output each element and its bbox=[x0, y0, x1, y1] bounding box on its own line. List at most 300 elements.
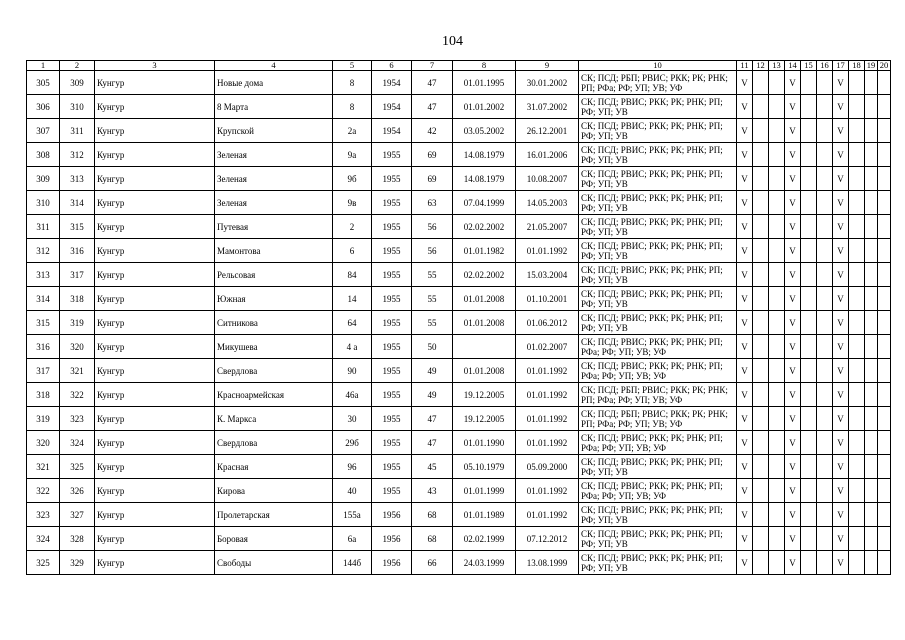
flag-col-19-cell bbox=[865, 143, 878, 167]
flag-col-15-cell bbox=[801, 143, 817, 167]
wear-percent-cell: 47 bbox=[412, 431, 453, 455]
services-cell: СК; ПСД; РБП; РВИС; РКК; РК; РНК; РП; РФа; РФ; УП; УВ; УФ bbox=[579, 407, 737, 431]
flag-col-12-cell bbox=[753, 527, 769, 551]
city-cell: Кунгур bbox=[95, 287, 215, 311]
record-id-cell: 329 bbox=[60, 551, 95, 575]
table-row bbox=[27, 407, 891, 431]
column-header-20: 20 bbox=[878, 61, 891, 71]
flag-col-17-cell: V bbox=[833, 335, 849, 359]
date-2-cell: 01.01.1992 bbox=[516, 239, 579, 263]
column-header-5: 5 bbox=[333, 61, 372, 71]
flag-col-14-cell: V bbox=[785, 551, 801, 575]
flag-col-16-cell bbox=[817, 407, 833, 431]
flag-col-15-cell bbox=[801, 407, 817, 431]
services-cell: СК; ПСД; РВИС; РКК; РК; РНК; РП; РФ; УП; УВ bbox=[579, 215, 737, 239]
date-2-cell: 30.01.2002 bbox=[516, 71, 579, 95]
record-id-cell: 323 bbox=[60, 407, 95, 431]
flag-col-14-cell: V bbox=[785, 239, 801, 263]
street-cell: Мамонтова bbox=[215, 239, 333, 263]
flag-col-20-cell bbox=[878, 503, 891, 527]
flag-col-18-cell bbox=[849, 191, 865, 215]
build-year-cell: 1955 bbox=[372, 359, 412, 383]
date-1-cell: 14.08.1979 bbox=[453, 167, 516, 191]
record-id-cell: 309 bbox=[60, 71, 95, 95]
flag-col-11-cell: V bbox=[737, 431, 753, 455]
date-2-cell: 01.01.1992 bbox=[516, 407, 579, 431]
flag-col-13-cell bbox=[769, 119, 785, 143]
flag-col-16-cell bbox=[817, 143, 833, 167]
flag-col-18-cell bbox=[849, 95, 865, 119]
city-cell: Кунгур bbox=[95, 383, 215, 407]
flag-col-20-cell bbox=[878, 71, 891, 95]
build-year-cell: 1955 bbox=[372, 167, 412, 191]
services-cell: СК; ПСД; РВИС; РКК; РК; РНК; РП; РФ; УП; УВ bbox=[579, 287, 737, 311]
flag-col-19-cell bbox=[865, 95, 878, 119]
street-cell: Красноармейская bbox=[215, 383, 333, 407]
street-cell: Крупской bbox=[215, 119, 333, 143]
flag-col-16-cell bbox=[817, 311, 833, 335]
flag-col-19-cell bbox=[865, 359, 878, 383]
flag-col-17-cell: V bbox=[833, 455, 849, 479]
column-header-6: 6 bbox=[372, 61, 412, 71]
build-year-cell: 1955 bbox=[372, 335, 412, 359]
services-cell: СК; ПСД; РВИС; РКК; РК; РНК; РП; РФ; УП; УВ bbox=[579, 167, 737, 191]
column-header-8: 8 bbox=[453, 61, 516, 71]
house-number-cell: 64 bbox=[333, 311, 372, 335]
build-year-cell: 1955 bbox=[372, 191, 412, 215]
build-year-cell: 1956 bbox=[372, 551, 412, 575]
flag-col-18-cell bbox=[849, 287, 865, 311]
record-id-cell: 318 bbox=[60, 287, 95, 311]
row-number-cell: 305 bbox=[27, 71, 60, 95]
build-year-cell: 1955 bbox=[372, 311, 412, 335]
date-2-cell: 16.01.2006 bbox=[516, 143, 579, 167]
flag-col-11-cell: V bbox=[737, 215, 753, 239]
flag-col-14-cell: V bbox=[785, 167, 801, 191]
services-cell: СК; ПСД; РБП; РВИС; РКК; РК; РНК; РП; РФа; РФ; УП; УВ; УФ bbox=[579, 383, 737, 407]
date-1-cell: 03.05.2002 bbox=[453, 119, 516, 143]
record-id-cell: 319 bbox=[60, 311, 95, 335]
table-row bbox=[27, 527, 891, 551]
flag-col-11-cell: V bbox=[737, 287, 753, 311]
wear-percent-cell: 69 bbox=[412, 167, 453, 191]
column-header-15: 15 bbox=[801, 61, 817, 71]
flag-col-16-cell bbox=[817, 167, 833, 191]
services-cell: СК; ПСД; РВИС; РКК; РК; РНК; РП; РФа; РФ; УП; УВ; УФ bbox=[579, 431, 737, 455]
house-number-cell: 9а bbox=[333, 143, 372, 167]
flag-col-19-cell bbox=[865, 119, 878, 143]
row-number-cell: 313 bbox=[27, 263, 60, 287]
table-row bbox=[27, 503, 891, 527]
date-1-cell: 01.01.1999 bbox=[453, 479, 516, 503]
city-cell: Кунгур bbox=[95, 551, 215, 575]
date-1-cell: 02.02.2002 bbox=[453, 263, 516, 287]
column-header-19: 19 bbox=[865, 61, 878, 71]
flag-col-15-cell bbox=[801, 503, 817, 527]
flag-col-18-cell bbox=[849, 551, 865, 575]
date-2-cell: 26.12.2001 bbox=[516, 119, 579, 143]
row-number-cell: 323 bbox=[27, 503, 60, 527]
date-2-cell: 10.08.2007 bbox=[516, 167, 579, 191]
table-row bbox=[27, 383, 891, 407]
flag-col-20-cell bbox=[878, 95, 891, 119]
flag-col-13-cell bbox=[769, 431, 785, 455]
date-1-cell: 02.02.2002 bbox=[453, 215, 516, 239]
city-cell: Кунгур bbox=[95, 455, 215, 479]
flag-col-14-cell: V bbox=[785, 215, 801, 239]
row-number-cell: 317 bbox=[27, 359, 60, 383]
flag-col-19-cell bbox=[865, 215, 878, 239]
build-year-cell: 1954 bbox=[372, 71, 412, 95]
date-1-cell: 01.01.1990 bbox=[453, 431, 516, 455]
flag-col-19-cell bbox=[865, 239, 878, 263]
build-year-cell: 1955 bbox=[372, 479, 412, 503]
table-row bbox=[27, 431, 891, 455]
record-id-cell: 315 bbox=[60, 215, 95, 239]
record-id-cell: 324 bbox=[60, 431, 95, 455]
build-year-cell: 1955 bbox=[372, 455, 412, 479]
house-number-cell: 14 bbox=[333, 287, 372, 311]
flag-col-11-cell: V bbox=[737, 503, 753, 527]
flag-col-12-cell bbox=[753, 455, 769, 479]
flag-col-17-cell: V bbox=[833, 383, 849, 407]
date-2-cell: 13.08.1999 bbox=[516, 551, 579, 575]
row-number-cell: 312 bbox=[27, 239, 60, 263]
column-header-2: 2 bbox=[60, 61, 95, 71]
flag-col-12-cell bbox=[753, 239, 769, 263]
house-number-cell: 96 bbox=[333, 455, 372, 479]
flag-col-17-cell: V bbox=[833, 431, 849, 455]
date-1-cell: 01.01.1995 bbox=[453, 71, 516, 95]
flag-col-11-cell: V bbox=[737, 71, 753, 95]
build-year-cell: 1955 bbox=[372, 383, 412, 407]
flag-col-15-cell bbox=[801, 383, 817, 407]
services-cell: СК; ПСД; РВИС; РКК; РК; РНК; РП; РФ; УП; УВ bbox=[579, 503, 737, 527]
row-number-cell: 322 bbox=[27, 479, 60, 503]
flag-col-15-cell bbox=[801, 551, 817, 575]
flag-col-16-cell bbox=[817, 479, 833, 503]
column-header-18: 18 bbox=[849, 61, 865, 71]
flag-col-19-cell bbox=[865, 479, 878, 503]
row-number-cell: 316 bbox=[27, 335, 60, 359]
date-1-cell: 01.01.2008 bbox=[453, 287, 516, 311]
record-id-cell: 326 bbox=[60, 479, 95, 503]
date-2-cell: 01.10.2001 bbox=[516, 287, 579, 311]
date-1-cell: 01.01.2008 bbox=[453, 359, 516, 383]
house-number-cell: 155а bbox=[333, 503, 372, 527]
flag-col-12-cell bbox=[753, 287, 769, 311]
flag-col-14-cell: V bbox=[785, 407, 801, 431]
flag-col-18-cell bbox=[849, 119, 865, 143]
column-header-10: 10 bbox=[579, 61, 737, 71]
wear-percent-cell: 56 bbox=[412, 239, 453, 263]
street-cell: Ситникова bbox=[215, 311, 333, 335]
services-cell: СК; ПСД; РВИС; РКК; РК; РНК; РП; РФ; УП; УВ bbox=[579, 119, 737, 143]
flag-col-20-cell bbox=[878, 263, 891, 287]
street-cell: Свободы bbox=[215, 551, 333, 575]
flag-col-14-cell: V bbox=[785, 119, 801, 143]
house-number-cell: 6 bbox=[333, 239, 372, 263]
flag-col-15-cell bbox=[801, 311, 817, 335]
date-1-cell: 14.08.1979 bbox=[453, 143, 516, 167]
flag-col-14-cell: V bbox=[785, 311, 801, 335]
flag-col-15-cell bbox=[801, 191, 817, 215]
row-number-cell: 308 bbox=[27, 143, 60, 167]
column-header-9: 9 bbox=[516, 61, 579, 71]
date-1-cell: 24.03.1999 bbox=[453, 551, 516, 575]
date-1-cell: 19.12.2005 bbox=[453, 383, 516, 407]
flag-col-17-cell: V bbox=[833, 191, 849, 215]
record-id-cell: 317 bbox=[60, 263, 95, 287]
street-cell: Зеленая bbox=[215, 167, 333, 191]
house-number-cell: 29б bbox=[333, 431, 372, 455]
flag-col-16-cell bbox=[817, 215, 833, 239]
flag-col-14-cell: V bbox=[785, 191, 801, 215]
date-2-cell: 15.03.2004 bbox=[516, 263, 579, 287]
flag-col-19-cell bbox=[865, 311, 878, 335]
table-row bbox=[27, 335, 891, 359]
street-cell: Кирова bbox=[215, 479, 333, 503]
flag-col-13-cell bbox=[769, 143, 785, 167]
flag-col-18-cell bbox=[849, 311, 865, 335]
flag-col-12-cell bbox=[753, 359, 769, 383]
table-row bbox=[27, 119, 891, 143]
wear-percent-cell: 45 bbox=[412, 455, 453, 479]
flag-col-13-cell bbox=[769, 527, 785, 551]
column-header-12: 12 bbox=[753, 61, 769, 71]
flag-col-11-cell: V bbox=[737, 551, 753, 575]
record-id-cell: 314 bbox=[60, 191, 95, 215]
services-cell: СК; ПСД; РВИС; РКК; РК; РНК; РП; РФ; УП; УВ bbox=[579, 239, 737, 263]
wear-percent-cell: 55 bbox=[412, 311, 453, 335]
wear-percent-cell: 50 bbox=[412, 335, 453, 359]
build-year-cell: 1955 bbox=[372, 407, 412, 431]
services-cell: СК; ПСД; РВИС; РКК; РК; РНК; РП; РФа; РФ; УП; УВ; УФ bbox=[579, 335, 737, 359]
date-2-cell: 01.01.1992 bbox=[516, 383, 579, 407]
flag-col-13-cell bbox=[769, 71, 785, 95]
street-cell: К. Маркса bbox=[215, 407, 333, 431]
flag-col-16-cell bbox=[817, 359, 833, 383]
wear-percent-cell: 63 bbox=[412, 191, 453, 215]
flag-col-19-cell bbox=[865, 167, 878, 191]
build-year-cell: 1954 bbox=[372, 95, 412, 119]
flag-col-16-cell bbox=[817, 455, 833, 479]
city-cell: Кунгур bbox=[95, 335, 215, 359]
city-cell: Кунгур bbox=[95, 143, 215, 167]
street-cell: Микушева bbox=[215, 335, 333, 359]
flag-col-12-cell bbox=[753, 95, 769, 119]
table-row bbox=[27, 71, 891, 95]
date-1-cell: 01.01.1982 bbox=[453, 239, 516, 263]
services-cell: СК; ПСД; РВИС; РКК; РК; РНК; РП; РФ; УП; УВ bbox=[579, 191, 737, 215]
services-cell: СК; ПСД; РВИС; РКК; РК; РНК; РП; РФ; УП; УВ bbox=[579, 551, 737, 575]
flag-col-11-cell: V bbox=[737, 95, 753, 119]
services-cell: СК; ПСД; РВИС; РКК; РК; РНК; РП; РФ; УП; УВ bbox=[579, 455, 737, 479]
build-year-cell: 1955 bbox=[372, 239, 412, 263]
flag-col-14-cell: V bbox=[785, 383, 801, 407]
flag-col-12-cell bbox=[753, 215, 769, 239]
flag-col-15-cell bbox=[801, 167, 817, 191]
house-number-cell: 6а bbox=[333, 527, 372, 551]
flag-col-18-cell bbox=[849, 407, 865, 431]
column-header-1: 1 bbox=[27, 61, 60, 71]
table-row bbox=[27, 167, 891, 191]
flag-col-16-cell bbox=[817, 335, 833, 359]
flag-col-20-cell bbox=[878, 407, 891, 431]
table-row bbox=[27, 239, 891, 263]
date-1-cell: 19.12.2005 bbox=[453, 407, 516, 431]
flag-col-13-cell bbox=[769, 167, 785, 191]
flag-col-11-cell: V bbox=[737, 263, 753, 287]
flag-col-15-cell bbox=[801, 119, 817, 143]
build-year-cell: 1955 bbox=[372, 215, 412, 239]
table-row bbox=[27, 215, 891, 239]
row-number-cell: 320 bbox=[27, 431, 60, 455]
row-number-cell: 314 bbox=[27, 287, 60, 311]
services-cell: СК; ПСД; РВИС; РКК; РК; РНК; РП; РФ; УП; УВ bbox=[579, 263, 737, 287]
row-number-cell: 321 bbox=[27, 455, 60, 479]
table-row bbox=[27, 95, 891, 119]
flag-col-14-cell: V bbox=[785, 359, 801, 383]
flag-col-15-cell bbox=[801, 359, 817, 383]
flag-col-13-cell bbox=[769, 359, 785, 383]
flag-col-20-cell bbox=[878, 239, 891, 263]
flag-col-17-cell: V bbox=[833, 359, 849, 383]
flag-col-13-cell bbox=[769, 311, 785, 335]
flag-col-14-cell: V bbox=[785, 455, 801, 479]
flag-col-14-cell: V bbox=[785, 287, 801, 311]
city-cell: Кунгур bbox=[95, 431, 215, 455]
flag-col-19-cell bbox=[865, 431, 878, 455]
flag-col-15-cell bbox=[801, 95, 817, 119]
flag-col-11-cell: V bbox=[737, 455, 753, 479]
date-1-cell: 01.01.2002 bbox=[453, 95, 516, 119]
date-2-cell: 14.05.2003 bbox=[516, 191, 579, 215]
flag-col-14-cell: V bbox=[785, 527, 801, 551]
flag-col-14-cell: V bbox=[785, 335, 801, 359]
services-cell: СК; ПСД; РВИС; РКК; РК; РНК; РП; РФ; УП; УВ bbox=[579, 527, 737, 551]
flag-col-18-cell bbox=[849, 503, 865, 527]
wear-percent-cell: 69 bbox=[412, 143, 453, 167]
street-cell: Южная bbox=[215, 287, 333, 311]
flag-col-12-cell bbox=[753, 119, 769, 143]
flag-col-13-cell bbox=[769, 383, 785, 407]
city-cell: Кунгур bbox=[95, 95, 215, 119]
city-cell: Кунгур bbox=[95, 167, 215, 191]
column-header-4: 4 bbox=[215, 61, 333, 71]
flag-col-18-cell bbox=[849, 71, 865, 95]
record-id-cell: 321 bbox=[60, 359, 95, 383]
flag-col-13-cell bbox=[769, 551, 785, 575]
house-number-cell: 46а bbox=[333, 383, 372, 407]
street-cell: Зеленая bbox=[215, 143, 333, 167]
wear-percent-cell: 43 bbox=[412, 479, 453, 503]
flag-col-17-cell: V bbox=[833, 239, 849, 263]
date-1-cell: 01.01.2008 bbox=[453, 311, 516, 335]
flag-col-11-cell: V bbox=[737, 143, 753, 167]
row-number-cell: 318 bbox=[27, 383, 60, 407]
flag-col-20-cell bbox=[878, 143, 891, 167]
city-cell: Кунгур bbox=[95, 263, 215, 287]
flag-col-12-cell bbox=[753, 431, 769, 455]
flag-col-18-cell bbox=[849, 215, 865, 239]
flag-col-14-cell: V bbox=[785, 143, 801, 167]
row-number-cell: 306 bbox=[27, 95, 60, 119]
date-2-cell: 01.06.2012 bbox=[516, 311, 579, 335]
column-header-13: 13 bbox=[769, 61, 785, 71]
flag-col-19-cell bbox=[865, 551, 878, 575]
build-year-cell: 1954 bbox=[372, 119, 412, 143]
flag-col-20-cell bbox=[878, 215, 891, 239]
city-cell: Кунгур bbox=[95, 119, 215, 143]
build-year-cell: 1955 bbox=[372, 143, 412, 167]
house-number-cell: 8 bbox=[333, 71, 372, 95]
build-year-cell: 1955 bbox=[372, 431, 412, 455]
flag-col-12-cell bbox=[753, 383, 769, 407]
flag-col-17-cell: V bbox=[833, 95, 849, 119]
record-id-cell: 325 bbox=[60, 455, 95, 479]
flag-col-14-cell: V bbox=[785, 95, 801, 119]
flag-col-18-cell bbox=[849, 239, 865, 263]
date-2-cell: 01.01.1992 bbox=[516, 359, 579, 383]
flag-col-20-cell bbox=[878, 383, 891, 407]
flag-col-12-cell bbox=[753, 143, 769, 167]
date-1-cell: 07.04.1999 bbox=[453, 191, 516, 215]
flag-col-13-cell bbox=[769, 335, 785, 359]
flag-col-12-cell bbox=[753, 335, 769, 359]
housing-register-table bbox=[26, 60, 891, 575]
services-cell: СК; ПСД; РВИС; РКК; РК; РНК; РП; РФа; РФ; УП; УВ; УФ bbox=[579, 479, 737, 503]
record-id-cell: 311 bbox=[60, 119, 95, 143]
build-year-cell: 1956 bbox=[372, 527, 412, 551]
flag-col-14-cell: V bbox=[785, 263, 801, 287]
flag-col-19-cell bbox=[865, 503, 878, 527]
flag-col-19-cell bbox=[865, 383, 878, 407]
build-year-cell: 1955 bbox=[372, 287, 412, 311]
flag-col-16-cell bbox=[817, 431, 833, 455]
house-number-cell: 2а bbox=[333, 119, 372, 143]
flag-col-12-cell bbox=[753, 479, 769, 503]
flag-col-16-cell bbox=[817, 95, 833, 119]
flag-col-14-cell: V bbox=[785, 71, 801, 95]
date-1-cell: 02.02.1999 bbox=[453, 527, 516, 551]
column-header-11: 11 bbox=[737, 61, 753, 71]
flag-col-17-cell: V bbox=[833, 287, 849, 311]
flag-col-18-cell bbox=[849, 143, 865, 167]
flag-col-15-cell bbox=[801, 71, 817, 95]
build-year-cell: 1955 bbox=[372, 263, 412, 287]
column-header-16: 16 bbox=[817, 61, 833, 71]
row-number-cell: 310 bbox=[27, 191, 60, 215]
flag-col-18-cell bbox=[849, 359, 865, 383]
flag-col-12-cell bbox=[753, 551, 769, 575]
city-cell: Кунгур bbox=[95, 359, 215, 383]
services-cell: СК; ПСД; РВИС; РКК; РК; РНК; РП; РФ; УП; УВ bbox=[579, 311, 737, 335]
flag-col-18-cell bbox=[849, 383, 865, 407]
street-cell: Зеленая bbox=[215, 191, 333, 215]
flag-col-16-cell bbox=[817, 71, 833, 95]
row-number-cell: 319 bbox=[27, 407, 60, 431]
flag-col-11-cell: V bbox=[737, 479, 753, 503]
flag-col-14-cell: V bbox=[785, 479, 801, 503]
wear-percent-cell: 68 bbox=[412, 503, 453, 527]
wear-percent-cell: 42 bbox=[412, 119, 453, 143]
flag-col-11-cell: V bbox=[737, 239, 753, 263]
date-2-cell: 01.01.1992 bbox=[516, 479, 579, 503]
flag-col-19-cell bbox=[865, 455, 878, 479]
table-row bbox=[27, 287, 891, 311]
city-cell: Кунгур bbox=[95, 479, 215, 503]
